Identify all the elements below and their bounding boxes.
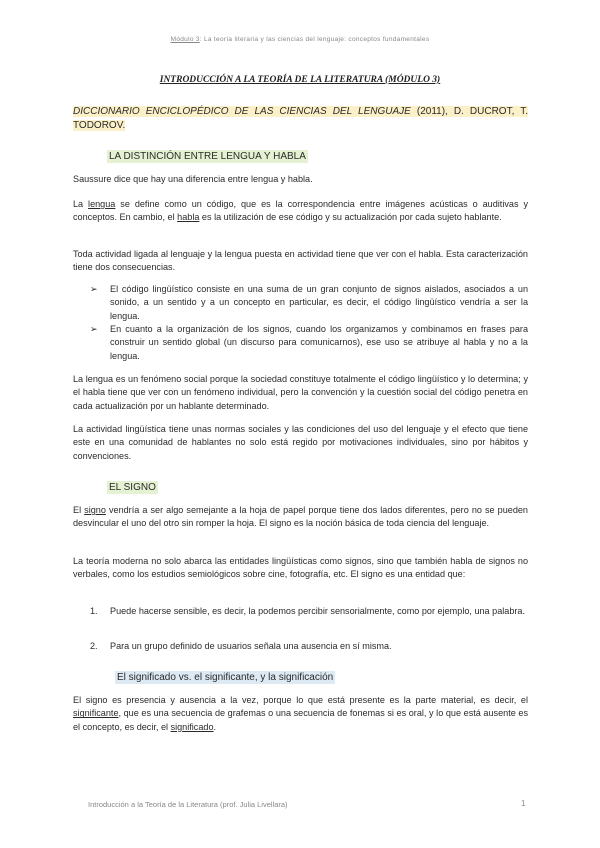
paragraph-saussure: Saussure dice que hay una diferencia entre lengua y habla. bbox=[73, 174, 313, 184]
text-fragment: El bbox=[73, 505, 85, 515]
term-signo: signo bbox=[84, 505, 106, 515]
dictionary-reference bbox=[73, 105, 528, 133]
bullet-item: El código lingüístico consiste en una suma de un gran conjunto de signos aislados, asociados a un sonido, a un sentido y a un concepto en particular, es decir, el código lingüístico vendría a ser la lengua. bbox=[110, 284, 528, 321]
section-heading-signo: EL SIGNO bbox=[109, 482, 156, 493]
text-fragment: , que es una secuencia de grafemas o una secuencia de fonemas si es oral, y lo que está ausente es el concepto, es decir, el bbox=[73, 708, 528, 732]
term-lengua: lengua bbox=[88, 199, 116, 209]
page-header bbox=[0, 36, 600, 43]
paragraph-teoria-moderna: La teoría moderna no solo abarca las entidades lingüísticas como signos, sino que también habla de signos no verbales, como los estudios semiológicos sobre cine, fotografía, etc. El signo es una entidad que: bbox=[73, 556, 528, 580]
list-number: 2. bbox=[90, 641, 98, 651]
dictionary-name: DICCIONARIO ENCICLOPÉDICO DE LAS CIENCIAS DEL LENGUAJE bbox=[73, 106, 411, 117]
term-significado: significado bbox=[170, 721, 214, 732]
term-significante: significante bbox=[73, 708, 119, 719]
text-fragment: La bbox=[73, 199, 89, 209]
bullet-arrow: ➢ bbox=[90, 324, 98, 334]
section-heading-lengua-habla: LA DISTINCIÓN ENTRE LENGUA Y HABLA bbox=[109, 151, 306, 162]
document-title: INTRODUCCIÓN A LA TEORÍA DE LA LITERATURA (MÓDULO 3) bbox=[159, 75, 441, 85]
text-fragment: es la utilización de ese código y su actualización por cada sujeto hablante. bbox=[199, 212, 502, 223]
paragraph-actividad-linguistica: La actividad lingüística tiene unas normas sociales y las condiciones del uso del lenguaje y el efecto que tiene este en una comunidad de hablantes no solo está regido por motivaciones individuales, sino por hábitos y convenciones. bbox=[73, 424, 528, 461]
term-habla: habla bbox=[177, 212, 200, 223]
page-number: 1 bbox=[521, 799, 526, 808]
numbered-item: Para un grupo definido de usuarios señala una ausencia en sí misma. bbox=[110, 641, 392, 651]
paragraph-fenomeno-social: La lengua es un fenómeno social porque la sociedad constituye totalmente el código lingüístico y lo determina; y el habla tiene que ver con un fenómeno individual, pero la convención y la cuestión social del código penetra en cada actualización por un hablante determinado. bbox=[73, 374, 528, 411]
numbered-item: Puede hacerse sensible, es decir, la podemos percibir sensorialmente, como por ejemplo, una palabra. bbox=[110, 606, 526, 616]
text-fragment: El signo es presencia y ausencia a la vez, porque lo que está presente es la parte material, es decir, el bbox=[73, 695, 528, 705]
text-fragment: se define como un código, que es la correspondencia entre imágenes acústicas o auditivas y conceptos. En cambio, el bbox=[73, 199, 528, 223]
bullet-arrow: ➢ bbox=[90, 284, 98, 294]
paragraph-presencia-ausencia bbox=[73, 694, 528, 734]
list-number: 1. bbox=[90, 606, 98, 616]
paragraph-actividad: Toda actividad ligada al lenguaje y la lengua puesta en actividad tiene que ver con el habla. Esta caracterización tiene dos consecuencias. bbox=[73, 249, 528, 273]
text-fragment: vendría a ser algo semejante a la hoja de papel porque tiene dos lados diferentes, pero no se pueden desvincular el uno del otro sin romper la hoja. El signo es la noción básica de toda ciencia del lenguaje. bbox=[73, 505, 528, 529]
paragraph-signo-hoja bbox=[73, 504, 528, 531]
bullet-item: En cuanto a la organización de los signos, cuando los organizamos y combinamos en frases para construir un sentido global (un discurso para comunicarnos), ese uso se atribuye al habla y no a la lengua. bbox=[110, 324, 528, 361]
paragraph-lengua-definition bbox=[73, 198, 528, 225]
dictionary-reference-text bbox=[73, 106, 528, 131]
section-heading-significado: El significado vs. el significante, y la significación bbox=[117, 672, 334, 683]
header-module: Módulo 3 bbox=[170, 36, 200, 43]
dictionary-details: (2011), D. DUCROT, T. TODOROV. bbox=[73, 106, 528, 131]
text-fragment: . bbox=[213, 721, 217, 732]
page-footer: Introducción a la Teoría de la Literatura (prof. Julia Livellara) bbox=[88, 800, 288, 809]
header-subtitle: : La teoría literaria y las ciencias del lenguaje: conceptos fundamentales bbox=[199, 36, 430, 43]
